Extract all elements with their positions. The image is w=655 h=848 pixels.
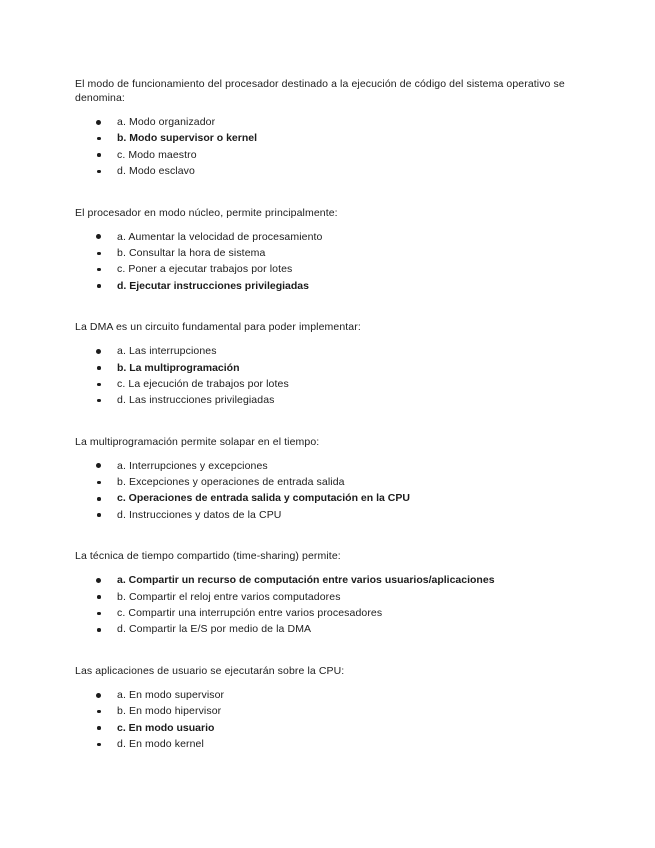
option-item (75, 687, 583, 703)
options-list (75, 687, 583, 753)
question-block (75, 77, 583, 180)
question-block (75, 206, 583, 295)
option-item (75, 507, 583, 523)
option-label: c. La ejecución de trabajos por lotes (117, 377, 289, 390)
option-item-correct (75, 490, 583, 506)
option-label: b. La multiprogramación (117, 361, 240, 374)
options-list (75, 343, 583, 409)
option-label: b. Consultar la hora de sistema (117, 246, 266, 259)
bullet-icon (97, 170, 101, 174)
question-prompt: La técnica de tiempo compartido (time-sharing) permite: (75, 550, 341, 563)
bullet-icon (96, 693, 101, 698)
question-prompt: Las aplicaciones de usuario se ejecutarán sobre la CPU: (75, 664, 345, 677)
bullet-icon (97, 481, 101, 485)
options-list (75, 114, 583, 180)
option-label: c. Modo maestro (117, 148, 197, 161)
question-prompt: El modo de funcionamiento del procesador destinado a la ejecución de código del sistema operativo se denomina: (75, 78, 565, 104)
bullet-icon (97, 612, 101, 616)
question-block (75, 320, 583, 409)
bullet-icon (97, 153, 101, 157)
option-item (75, 245, 583, 261)
option-label: a. Modo organizador (117, 116, 216, 128)
option-item (75, 605, 583, 621)
options-list (75, 458, 583, 524)
bullet-icon (96, 234, 101, 239)
option-label: d. Ejecutar instrucciones privilegiadas (117, 279, 309, 292)
option-item-correct (75, 130, 583, 146)
option-item (75, 376, 583, 392)
bullet-icon (97, 710, 101, 714)
option-item-correct (75, 360, 583, 376)
bullet-icon (97, 268, 101, 272)
bullet-icon (97, 366, 101, 370)
option-label: a. Compartir un recurso de computación entre varios usuarios/aplicaciones (117, 574, 495, 587)
options-list (75, 572, 583, 638)
option-item (75, 621, 583, 637)
option-label: c. Poner a ejecutar trabajos por lotes (117, 263, 293, 276)
option-item-correct (75, 572, 583, 588)
option-label: b. En modo hipervisor (117, 705, 222, 718)
option-item (75, 114, 583, 130)
option-item (75, 589, 583, 605)
option-label: d. Compartir la E/S por medio de la DMA (117, 623, 312, 636)
option-item-correct (75, 720, 583, 736)
bullet-icon (97, 284, 101, 288)
bullet-icon (97, 383, 101, 387)
question-prompt: El procesador en modo núcleo, permite principalmente: (75, 206, 338, 219)
options-list (75, 229, 583, 295)
question-prompt: La multiprogramación permite solapar en el tiempo: (75, 435, 320, 448)
question-block (75, 664, 583, 753)
bullet-icon (96, 463, 101, 468)
option-label: a. Las interrupciones (117, 345, 217, 358)
option-item (75, 474, 583, 490)
option-item (75, 343, 583, 359)
bullet-icon (96, 120, 101, 125)
question-block (75, 435, 583, 524)
option-label: b. Compartir el reloj entre varios computadores (117, 590, 341, 603)
bullet-icon (97, 137, 101, 141)
bullet-icon (97, 628, 101, 632)
bullet-icon (97, 743, 101, 747)
questions-list (75, 77, 583, 752)
option-item (75, 458, 583, 474)
bullet-icon (96, 578, 101, 583)
bullet-icon (97, 252, 101, 256)
option-item (75, 163, 583, 179)
option-label: d. Las instrucciones privilegiadas (117, 394, 275, 407)
option-item (75, 229, 583, 245)
option-label: a. En modo supervisor (117, 688, 225, 701)
option-item-correct (75, 278, 583, 294)
bullet-icon (97, 513, 101, 517)
option-label: c. En modo usuario (117, 721, 215, 734)
option-label: d. En modo kernel (117, 737, 204, 750)
option-label: b. Excepciones y operaciones de entrada salida (117, 476, 345, 489)
bullet-icon (97, 595, 101, 599)
option-label: c. Operaciones de entrada salida y computación en la CPU (117, 492, 410, 505)
option-item (75, 703, 583, 719)
option-item (75, 147, 583, 163)
bullet-icon (97, 726, 101, 730)
option-label: b. Modo supervisor o kernel (117, 132, 258, 145)
question-prompt: La DMA es un circuito fundamental para poder implementar: (75, 321, 361, 334)
option-item (75, 736, 583, 752)
option-item (75, 392, 583, 408)
option-label: a. Interrupciones y excepciones (117, 459, 268, 472)
option-label: d. Modo esclavo (117, 165, 195, 178)
bullet-icon (97, 497, 101, 501)
option-label: d. Instrucciones y datos de la CPU (117, 508, 282, 521)
option-item (75, 261, 583, 277)
bullet-icon (96, 349, 101, 354)
option-label: c. Compartir una interrupción entre varios procesadores (117, 607, 383, 620)
bullet-icon (97, 399, 101, 403)
question-block (75, 549, 583, 638)
option-label: a. Aumentar la velocidad de procesamiento (117, 230, 323, 243)
